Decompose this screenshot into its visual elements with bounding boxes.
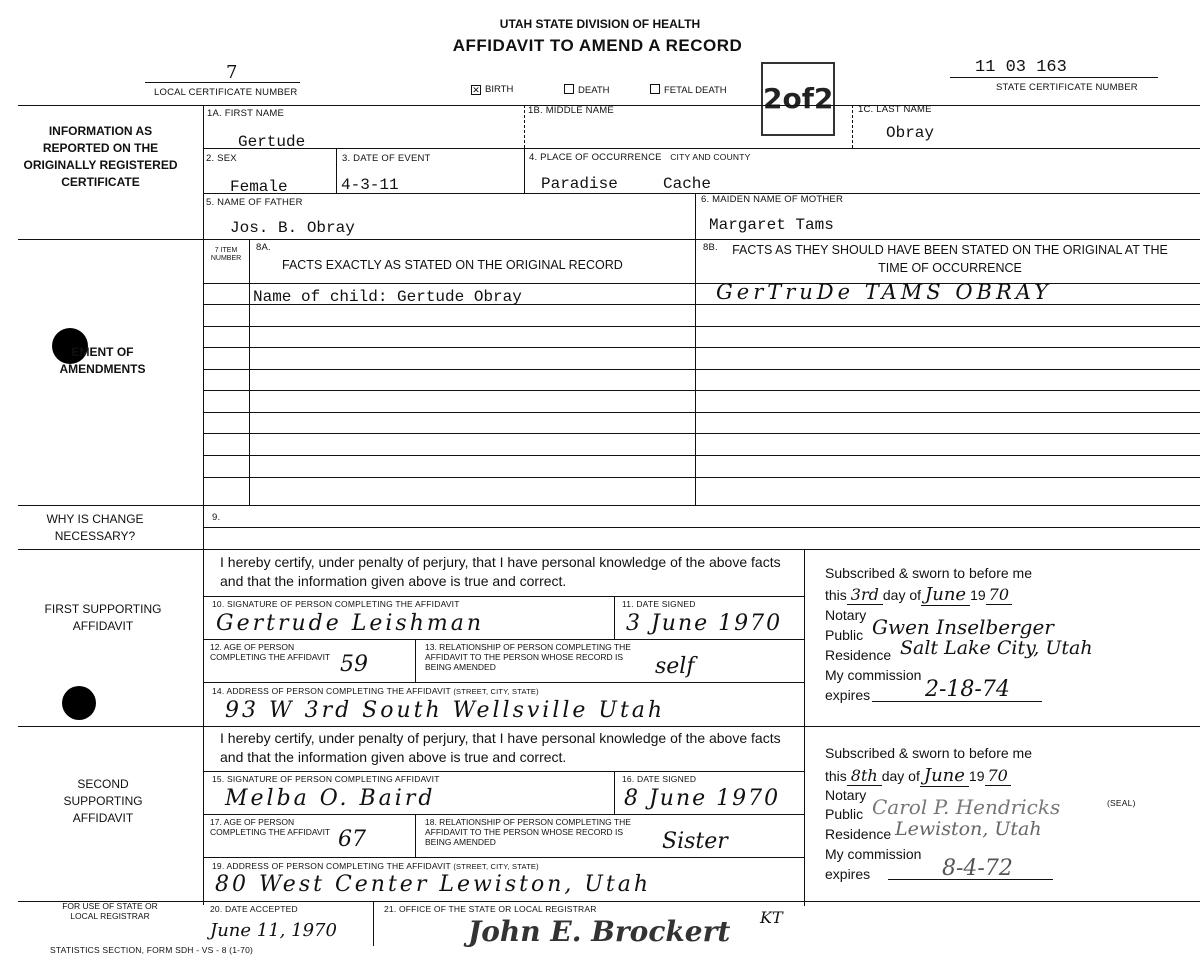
address-2: 80 West Center Lewiston, Utah (215, 872, 652, 897)
addr-label-19: 19. ADDRESS OF PERSON COMPLETING THE AFFIDAVIT (STREET, CITY, STATE) (212, 861, 539, 871)
notary1-expires: 2-18-74 (925, 677, 1010, 702)
notary2-commission: My commission (825, 846, 922, 862)
notary1-residence: Salt Lake City, Utah (900, 637, 1093, 659)
local-cert-number: 7 (226, 62, 238, 83)
date-label-16: 16. DATE SIGNED (622, 774, 697, 784)
notary1-expires-label: expires (825, 687, 871, 703)
section-amendments-label: EMENT OF AMENDMENTS (59, 345, 146, 376)
sig-label-10: 10. SIGNATURE OF PERSON COMPLETING THE AFFIDAVIT (212, 599, 460, 609)
date-label-11: 11. DATE SIGNED (622, 599, 696, 609)
signature-1: Gertrude Leishman (216, 611, 485, 636)
notary1-date-line: this 3rd day of June 19 70 (825, 584, 1012, 605)
mother-label: 6. MAIDEN NAME OF MOTHER (701, 194, 844, 205)
age-2: 67 (338, 827, 366, 852)
notary2-notary: Notary (825, 787, 867, 803)
notary2-public: Public (825, 806, 864, 822)
death-checkbox (564, 84, 574, 94)
form-title: AFFIDAVIT TO AMEND A RECORD (452, 36, 743, 55)
sig-label-15: 15. SIGNATURE OF PERSON COMPLETING AFFIDAVIT (212, 774, 440, 784)
first-name-label: 1A. FIRST NAME (207, 108, 285, 119)
corrected-fact-row: GerTruDe TAMS OBRAY (716, 280, 1052, 304)
last-name-value: Obray (886, 124, 935, 142)
section-why-label: WHY IS CHANGE NECESSARY? (46, 512, 144, 543)
addr-label-14: 14. ADDRESS OF PERSON COMPLETING THE AFFIDAVIT (STREET, CITY, STATE) (212, 686, 539, 696)
signature-2: Melba O. Baird (225, 786, 436, 811)
notary2-residence-label: Residence (825, 826, 892, 842)
section-original-label: INFORMATION AS REPORTED ON THE ORIGINALLY REGISTERED CERTIFICATE (23, 124, 178, 189)
rel-label-18: 18. RELATIONSHIP OF PERSON COMPLETING THE AFFIDAVIT TO THE PERSON WHOSE RECORD IS BEING AMENDED (425, 817, 631, 847)
notary1-notary: Notary (825, 607, 867, 623)
registrar-section-label: FOR USE OF STATE OR LOCAL REGISTRAR (62, 901, 158, 921)
middle-name-label: 1B. MIDDLE NAME (528, 105, 614, 116)
certify-text-2: I hereby certify, under penalty of perjury, that I have personal knowledge of the above facts and that the information given above is true and correct. (220, 730, 781, 765)
date-accepted: June 11, 1970 (210, 920, 337, 941)
notary2-residence: Lewiston, Utah (895, 818, 1042, 840)
age-label-17: 17. AGE OF PERSON COMPLETING THE AFFIDAVIT (210, 817, 331, 837)
why-item-label: 9. (212, 512, 221, 523)
state-cert-label: STATE CERTIFICATE NUMBER (996, 82, 1138, 93)
state-cert-number: 11 03 163 (975, 58, 1067, 77)
notary1-subscribed: Subscribed & sworn to before me (825, 565, 1032, 581)
accepted-label-20: 20. DATE ACCEPTED (210, 904, 298, 914)
birth-checkbox-checked: ✕ (472, 85, 480, 95)
sex-label: 2. SEX (206, 153, 237, 164)
original-fact-row: Name of child: Gertude Obray (253, 288, 522, 306)
local-cert-label: LOCAL CERTIFICATE NUMBER (154, 87, 298, 98)
notary1-residence-label: Residence (825, 647, 892, 663)
col-8b-title: FACTS AS THEY SHOULD HAVE BEEN STATED ON THE ORIGINAL AT THE TIME OF OCCURRENCE (732, 243, 1168, 275)
notary2-subscribed: Subscribed & sworn to before me (825, 745, 1032, 761)
record-type-birth[interactable]: ✕ BIRTH (472, 84, 514, 95)
place-county-value: Cache (663, 175, 712, 193)
agency-name: UTAH STATE DIVISION OF HEALTH (499, 17, 701, 31)
address-1: 93 W 3rd South Wellsville Utah (225, 698, 666, 723)
sex-value: Female (230, 178, 288, 196)
date-signed-1: 3 June 1970 (626, 611, 783, 636)
age-label-12: 12. AGE OF PERSON COMPLETING THE AFFIDAVIT (210, 642, 331, 662)
first-name-value: Gertude (238, 133, 306, 151)
relationship-1: self (655, 654, 695, 679)
notary1-commission: My commission (825, 667, 922, 683)
section-second-affidavit-label: SECOND SUPPORTING AFFIDAVIT (63, 777, 143, 825)
place-city-value: Paradise (541, 175, 618, 193)
date-of-event-label: 3. DATE OF EVENT (342, 153, 431, 164)
notary2-seal: (SEAL) (1107, 798, 1136, 808)
notary2-expires: 8-4-72 (942, 856, 1013, 881)
date-of-event-value: 4-3-11 (341, 176, 399, 194)
col-8a-label: 8A. (256, 242, 271, 253)
age-1: 59 (340, 652, 368, 677)
ink-blot-2 (62, 686, 96, 720)
last-name-label: 1C. LAST NAME (858, 104, 932, 115)
col-8a-title: FACTS EXACTLY AS STATED ON THE ORIGINAL RECORD (282, 258, 623, 272)
record-type-death[interactable]: DEATH (564, 84, 610, 96)
notary1-public: Public (825, 627, 864, 643)
place-label: 4. PLACE OF OCCURRENCE CITY AND COUNTY (529, 152, 751, 163)
fetal-death-checkbox (650, 84, 660, 94)
section-first-affidavit-label: FIRST SUPPORTING AFFIDAVIT (44, 602, 162, 633)
mother-value: Margaret Tams (709, 216, 834, 234)
rel-label-13: 13. RELATIONSHIP OF PERSON COMPLETING THE AFFIDAVIT TO THE PERSON WHOSE RECORD IS BEING AMENDED (425, 642, 631, 672)
father-label: 5. NAME OF FATHER (206, 197, 303, 208)
record-type-fetal-death[interactable]: FETAL DEATH (650, 84, 727, 96)
registrar-signature: John E. Brockert (468, 915, 731, 948)
father-value: Jos. B. Obray (230, 219, 355, 237)
item-number-label: 7 ITEM NUMBER (210, 247, 242, 262)
notary1-name: Gwen Inselberger (872, 615, 1054, 639)
notary2-expires-label: expires (825, 866, 871, 882)
notary2-date-line: this 8th day of June 19 70 (825, 765, 1011, 786)
office-label-21: 21. OFFICE OF THE STATE OR LOCAL REGISTRAR (384, 904, 597, 914)
certify-text-1: I hereby certify, under penalty of perjury, that I have personal knowledge of the above facts and that the information given above is true and correct. (220, 554, 781, 589)
registrar-initials: KT (760, 908, 783, 927)
col-8b-label: 8B. (703, 242, 718, 253)
page-stamp: 2of2 (761, 62, 835, 136)
relationship-2: Sister (662, 829, 728, 854)
notary2-name: Carol P. Hendricks (872, 795, 1061, 819)
date-signed-2: 8 June 1970 (624, 786, 781, 811)
form-footer: STATISTICS SECTION, FORM SDH - VS - 8 (1-70) (50, 945, 254, 955)
